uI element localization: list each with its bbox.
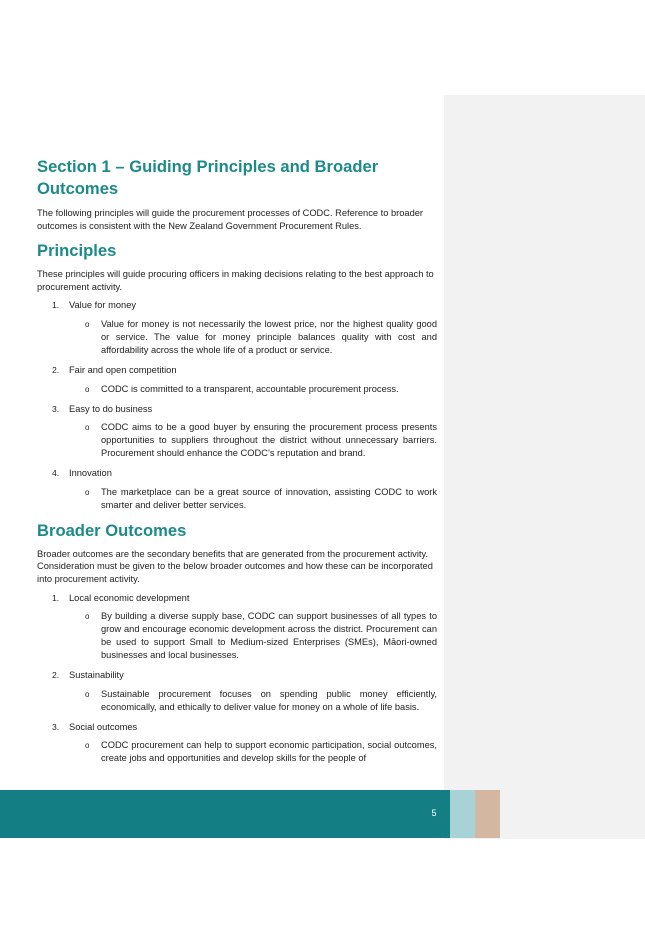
principle-text: CODC aims to be a good buyer by ensuring the procurement process presents opportunities to suppliers throughout the district without unnecessary barriers. Procurement should enhance the CODC’s reputation and brand. xyxy=(101,422,437,459)
principle-text: The marketplace can be a great source of innovation, assisting CODC to work smarter and deliver better services. xyxy=(101,486,437,510)
outcome-text: By building a diverse supply base, CODC can support businesses of all types to grow and encourage economic development across the district. Procurement can be used to support Small to Medium-sized Enterprises (SMEs), Māori-owned businesses and local businesses. xyxy=(101,611,437,661)
circle-bullet-icon: o xyxy=(85,612,90,622)
list-number: 1. xyxy=(52,300,60,311)
circle-bullet-icon: o xyxy=(85,384,90,394)
page-content xyxy=(37,156,437,772)
list-number: 1. xyxy=(52,592,60,603)
principle-text: Value for money is not necessarily the lowest price, nor the highest quality good or service. The value for money principle balances quality with cost and affordability across the whole life of a product or service. xyxy=(101,318,437,355)
principle-title: Easy to do business xyxy=(69,403,153,414)
principles-intro: These principles will guide procuring officers in making decisions relating to the best approach to procurement activity. xyxy=(37,269,434,292)
principle-title: Value for money xyxy=(69,300,137,311)
principles-heading: Principles xyxy=(37,241,117,261)
principle-item xyxy=(37,467,437,512)
section-intro: The following principles will guide the procurement processes of CODC. Reference to broader outcomes is consistent with the New Zealand Government Procurement Rules. xyxy=(37,208,424,231)
circle-bullet-icon: o xyxy=(85,319,90,329)
outcome-text: CODC procurement can help to support economic participation, social outcomes, create jobs and opportunities and develop skills for the people of xyxy=(101,740,437,764)
list-number: 4. xyxy=(52,468,60,479)
list-number: 3. xyxy=(52,403,60,414)
circle-bullet-icon: o xyxy=(85,689,90,699)
outcome-title: Local economic development xyxy=(69,592,190,603)
footer-band xyxy=(0,790,450,838)
footer-accent-light xyxy=(450,790,475,838)
outcome-title: Sustainability xyxy=(69,670,124,681)
list-number: 2. xyxy=(52,364,60,375)
footer-accent-tan xyxy=(475,790,500,838)
outcome-item xyxy=(37,592,437,663)
list-number: 2. xyxy=(52,670,60,681)
list-number: 3. xyxy=(52,721,60,732)
principle-title: Fair and open competition xyxy=(69,364,177,375)
outcome-title: Social outcomes xyxy=(69,721,138,732)
section-title: Section 1 – Guiding Principles and Broader Outcomes xyxy=(37,157,379,198)
circle-bullet-icon: o xyxy=(85,741,90,751)
outcome-text: Sustainable procurement focuses on spending public money efficiently, economically, and ethically to deliver value for money on a whole of life basis. xyxy=(101,688,437,712)
page-number: 5 xyxy=(431,808,437,818)
broader-outcomes-heading: Broader Outcomes xyxy=(37,520,187,540)
comment-pane xyxy=(444,95,645,839)
circle-bullet-icon: o xyxy=(85,487,90,497)
principle-item xyxy=(37,299,437,357)
principle-item xyxy=(37,403,437,461)
principle-item xyxy=(37,364,437,396)
outcome-item xyxy=(37,669,437,714)
circle-bullet-icon: o xyxy=(85,423,90,433)
outcome-item xyxy=(37,721,437,766)
principle-title: Innovation xyxy=(69,468,112,479)
broader-outcomes-intro: Broader outcomes are the secondary benefits that are generated from the procurement activity. Consideration must be given to the below broader outcomes and how these can be incorporated into procurement activity. xyxy=(37,548,433,584)
principle-text: CODC is committed to a transparent, accountable procurement process. xyxy=(101,383,399,394)
